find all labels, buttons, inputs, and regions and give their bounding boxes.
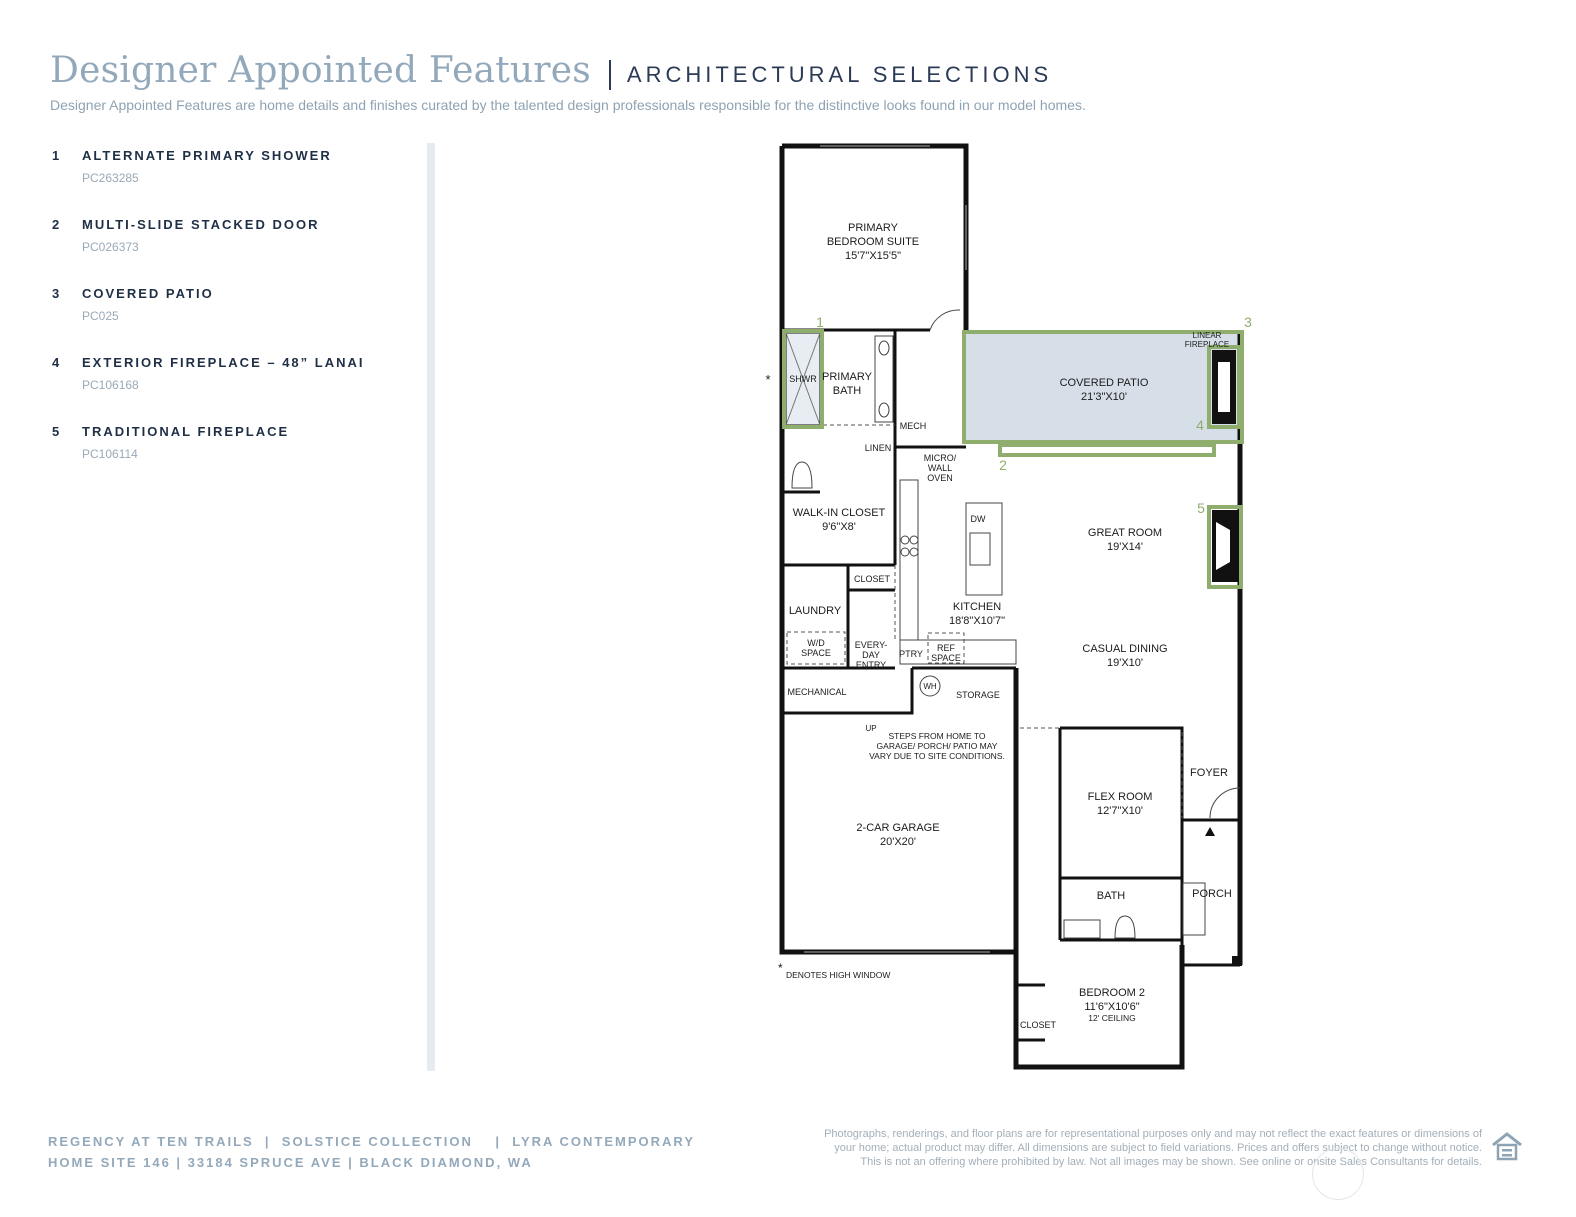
bedroom2-dim: 11'6"X10'6" <box>1084 1001 1140 1013</box>
traditional-fireplace-inner <box>1216 522 1230 570</box>
micro-label: OVEN <box>927 473 953 483</box>
everyday-entry-label: DAY <box>862 650 880 660</box>
primary-bath-label: PRIMARY <box>822 371 872 383</box>
shower-label: SHWR <box>789 374 817 384</box>
feature-name: ALTERNATE PRIMARY SHOWER <box>82 148 332 163</box>
casual-dining-label: CASUAL DINING <box>1082 643 1168 655</box>
great-room-label: GREAT ROOM <box>1087 527 1163 539</box>
high-window-mark: * <box>765 372 771 387</box>
callout-2: 2 <box>999 457 1007 473</box>
walk-in-closet-label: WALK-IN CLOSET <box>792 507 886 519</box>
steps-note: GARAGE/ PORCH/ PATIO MAY <box>876 741 998 751</box>
micro-label: WALL <box>927 463 953 473</box>
bedroom2-label: BEDROOM 2 <box>1078 987 1146 999</box>
foyer-label: FOYER <box>1190 767 1228 779</box>
pantry-label: PTRY <box>899 649 923 659</box>
feature-number: 3 <box>52 286 62 301</box>
community-line: REGENCY AT TEN TRAILS | SOLSTICE COLLECTION | LYRA CONTEMPORARY <box>48 1134 696 1149</box>
mech-label: MECH <box>899 421 927 431</box>
feature-name: EXTERIOR FIREPLACE – 48” LANAI <box>82 355 365 370</box>
linear-fireplace-label: LINEAR <box>1192 331 1222 340</box>
casual-dining-dim: 19'X10' <box>1106 657 1144 669</box>
wd-space-label: SPACE <box>801 648 831 658</box>
micro-label: MICRO/ <box>923 453 957 463</box>
disclaimer-line: your home; actual product may differ. All dimensions are subject to field variations. Prices and offers subject to change without notice. <box>834 1142 1482 1154</box>
page-subtitle: Designer Appointed Features are home details and finishes curated by the talented design professionals responsible for the distinctive looks found in our model homes. <box>50 97 1086 113</box>
covered-patio-dim: 21'3"X10' <box>1080 391 1128 403</box>
flex-room-dim: 12'7"X10' <box>1096 805 1144 817</box>
kitchen-label: KITCHEN <box>952 601 1002 613</box>
high-window-note-mark: * <box>778 961 783 975</box>
everyday-entry-label: EVERY- <box>854 640 888 650</box>
mechanical-label: MECHANICAL <box>787 687 847 697</box>
feature-name: MULTI-SLIDE STACKED DOOR <box>82 217 320 232</box>
address-line: HOME SITE 146 | 33184 SPRUCE AVE | BLACK DIAMOND, WA <box>48 1155 533 1170</box>
walk-in-closet-dim: 9'6"X8' <box>822 521 856 533</box>
callout-3: 3 <box>1244 314 1252 330</box>
garage-dim: 20'X20' <box>879 836 917 848</box>
feature-code: PC025 <box>82 309 119 323</box>
community-info <box>48 1131 695 1173</box>
dishwasher-label: DW <box>970 514 986 524</box>
laundry-label: LAUNDRY <box>788 605 842 617</box>
wd-space-label: W/D <box>807 638 825 648</box>
feature-code: PC106114 <box>82 447 138 461</box>
porch-label: PORCH <box>1192 888 1232 900</box>
feature-number: 1 <box>52 148 62 163</box>
feature-number: 4 <box>52 355 62 370</box>
primary-suite-dim: 15'7"X15'5" <box>844 250 902 262</box>
ref-space-label: SPACE <box>931 653 961 663</box>
feature-code: PC106168 <box>82 378 139 392</box>
porch-post <box>1232 956 1242 966</box>
up-label: UP <box>865 724 877 733</box>
watermark-icon <box>1312 1148 1364 1200</box>
disclaimer-line: This is not an offering where prohibited by law. Not all images may be shown. See online or onsite Sales Consultants for details. <box>860 1156 1482 1168</box>
everyday-entry-label: ENTRY <box>855 660 887 670</box>
callout-4: 4 <box>1196 417 1204 433</box>
closet-label: CLOSET <box>853 574 891 584</box>
disclaimer-line: Photographs, renderings, and floor plans are for representational purposes only and may not reflect the exact features or dimensions of <box>824 1128 1482 1140</box>
primary-suite-label: PRIMARY <box>848 222 898 234</box>
linear-fireplace-inner <box>1218 362 1230 412</box>
feature-number: 2 <box>52 217 62 232</box>
primary-bath-label: BATH <box>832 385 862 397</box>
flex-room-label: FLEX ROOM <box>1087 791 1153 803</box>
steps-note: STEPS FROM HOME TO <box>888 731 986 741</box>
water-heater-label: WH <box>923 682 937 691</box>
feature-name: TRADITIONAL FIREPLACE <box>82 424 290 439</box>
linear-fireplace-label: FIREPLACE <box>1184 340 1230 349</box>
feature-name: COVERED PATIO <box>82 286 214 301</box>
callout-5: 5 <box>1197 500 1205 516</box>
garage-label: 2-CAR GARAGE <box>856 822 940 834</box>
feature-code: PC263285 <box>82 171 139 185</box>
primary-suite-label: BEDROOM SUITE <box>826 236 920 248</box>
callout-1: 1 <box>816 314 824 330</box>
ref-space-label: REF <box>937 643 955 653</box>
high-window-note: DENOTES HIGH WINDOW <box>786 970 891 980</box>
storage-label: STORAGE <box>956 690 1000 700</box>
feature-code: PC026373 <box>82 240 139 254</box>
linen-label: LINEN <box>864 443 892 453</box>
closet-label: CLOSET <box>1019 1020 1057 1030</box>
steps-note: VARY DUE TO SITE CONDITIONS. <box>869 751 1005 761</box>
bedroom2-ceiling: 12' CEILING <box>1088 1013 1136 1023</box>
covered-patio-label: COVERED PATIO <box>1059 377 1149 389</box>
equal-housing-icon <box>1490 1130 1524 1164</box>
kitchen-dim: 18'8"X10'7" <box>948 615 1006 627</box>
feature-number: 5 <box>52 424 62 439</box>
great-room-dim: 19'X14' <box>1106 541 1144 553</box>
exterior-walls <box>782 146 1240 1067</box>
section-title: ARCHITECTURAL SELECTIONS <box>626 62 1053 87</box>
page-title: Designer Appointed Features <box>50 50 591 91</box>
disclaimer <box>760 1127 1482 1169</box>
entry-arrow-icon <box>1205 827 1215 836</box>
bath-label: BATH <box>1096 890 1126 902</box>
